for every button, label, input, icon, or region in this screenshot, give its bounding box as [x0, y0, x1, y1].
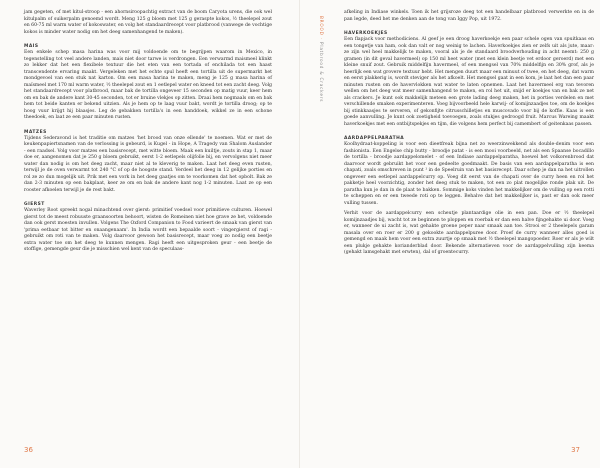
section-heading-gierst: GIERST — [24, 202, 45, 207]
body-paragraph: Een flapjack voor methodiciens. Al geef je een droog haverkoekje een paar schele ogen van spuitkaas en een tongetje van ham, ook dan valt er nog weinig te lachen. Haverkoekjes zien er zelfs uit als jute, maar: ze zijn wel heel makkelijk te maken, vooral als je de standaard broodverhouding in acht neemt: 250 g gramen (in dit geval havermeel) op 150 ml heet water (met een klein beetje vet erdoor geroerd) met een kleine snuif zout. Gebruik middelfijn havermeel, of een mengsel van 70% middelfijn en 30% grof, als je heerlijk een wat grovere textuur hebt. Het mengen duurt maar een minuut of twee, en het deeg, dat warm en eerst plakkerig is, wordt steviger als het afkoelt. Het mengsel gaat in een kom, je laat het dan een paar minuten rusten om de havervlokken wat water te laten opnemen. Laat het havermeel erg van tevoren wellen om het deeg wat meer samenhangend te maken, en rol het uit, snijd er koekjes van en bak ze net als crackers. Je kunt ook makkelijk meteen een grote lading deeg maken, het in porties verdelen en met verschillende smaken experimenteren. Voeg bijvoorbeeld hele karwij- of komijnzaadjes toe, om de koekjes bij stinkkaasjes te serveren, of gekonfijte citrusschilletjes en muscovado voor bij de koffie. Kaas is een goede aanvulling. Je kunt ook zoetigheid toevoegen, zoals stukjes gedroogd fruit. Marcus Wareing maakt haverkoekjes met een ontbijtspekjes en tijm, die volgens hem perfect bij camembert of geitenkaas passen. — [344, 37, 594, 127]
body-paragraph: Tijdens Sederavond is het traditie om matzes 'het brood van onze ellende' te noemen. Wat er met de keukenpapiertsnamen van de verlossing is gebeurd, is Kugel - in Hope, A Tragedy van Shalom Auslander - een raadsel. Volg voor matzes een basisrecept, met witte bloem. Maak een kuiltje, zouts in stap 1, maar doe er, aangenomen dat je 250 g bloem gebruikt, eerst 1-2 eetlepels olijfolie bij, en vervolgens niet meer water dan nodig is om het deeg zacht, maar niet al te kleverig te maken. Laat het deeg even rusten, terwijl je de oven verwarmt tot 240 °C of op de hoogste stand. Verdeel het deeg in 12 gelijke porties en rol ze zo dun mogelijk uit. Prik met een vork in het deeg gaatjes om te voorkomen dat het opbolt. Bak ze dan 2-3 minuten op een bakplaat, keer ze om en bak de andere kant nog 1-2 minuten. Laat ze op een rooster afkoelen terwijl je de rest bakt. — [24, 135, 272, 193]
running-head-separator: · — [319, 37, 324, 40]
section-heading-matzes: MATZES — [24, 129, 47, 135]
page-number-left: 36 — [24, 446, 33, 454]
right-text-column — [344, 10, 594, 261]
body-paragraph: Koolhydraat-koppeling is voor een dieetfreak bijna net zo weerzinwekkend als double-denim voor een fashionista. Een Engelse chip butty - broodje patat - is een mooi voorbeeld, net als een Spaanse bocadillo de tortilla - broodje aardappelomelet - of een Indiase aardappelparatha, hoewel het volkorenbrood dat daarvoor wordt gebruikt het voor een gedeelte goedmaakt. De basis van een aardappelparatha is een chapati, zoals omschreven in punt ¹ in de Speelruin van het basisrecept. Daar schep je dan na het uitrollen ongeveer een eetlepel aardappelcurry op. Voeg dit eerst van de chapati over de curry heen en rol het pakketje heel voorzichtig, zonder het deeg stuk te maken, tot een zo plat mogelijke ronde plak uit. De paratha kun je dan in de plaat te bakken. Sommige koks vinden het makkelijker om de vulling op een rotti te scheppen en er een tweede roti op te leggen. Behalve dat het makkelijker is, past er dan ook meer vulling tussen. — [344, 142, 594, 206]
body-paragraph: Een enkele schep masa harina was voor mij voldoende om te begrijpen waarom in Mexico, in tegenstelling tot veel andere landen, mais niet door tarwe is verdrongen. Een verwarmd maismeel klinkt zo lekker dat het een flexibele textuur die het eten van een tortada of enchilada tot een haast transcendente ervaring maakt. Vergeleken met het echte spul heeft een tortilla uit de supermarkt het mondgevoel van een stuk nat karton. Om een masa harina te maken, meng je 125 g masa harina of maïsmeel met 170 ml warm water, ½ theelepel zout en 1 eetlepel water en kneed tot een zacht deeg. Volg het standaardrecept voor platbrood, maar bak de tortilla ongeveer 15 seconden op matig vuur, keer hem om en bak de andere kant 30-45 seconden, tot er bruine vlekjes op zitten. Draai hem nogmaals om en bak hem tot beide kanten er bekend uitzien. Als je hem op te laag vuur bakt, wordt je tortilla droog; op te hoog vuur krijgt hij blaasjes. Leg de gebakken tortilla's in een handdoek, wikkel ze in een schone theedoek, en laat ze een paar minuten rusten. — [24, 50, 272, 120]
left-text-column — [24, 10, 272, 258]
running-head — [319, 16, 324, 102]
running-head-book: BROOD — [319, 16, 324, 36]
right-page — [300, 0, 600, 468]
running-head-chapter: Platbrood & Crackers — [319, 42, 324, 103]
left-intro-paragraph: jam gegeten, of met kitul-stroop - een ahornsiroopachtig extract van de boom Caryota urens, die ook wel kitulpalm of suikerpalm genoemd wordt. Meng 125 g bloem met 125 g geraspte kokos, ½ theelepel zout en 60-75 ml warm water of kokoswater, en volg het standaardrecept voor platbrood (vanwege de vochtige kokos is minder water nodig om het deeg samenhangend te maken). — [24, 10, 272, 35]
page-number-right: 37 — [571, 446, 580, 454]
body-paragraph: Verhit voor de aardappelcurry een scheutje plantaardige olie in een pan. Doe er ½ theelepel komijnzaadjes bij, wacht tot ze beginnen te ploppen en roerbak er dan een halve fijngehakte ui door. Voeg er, wanneer de ui zacht is, wat gehakte groene peper naar smaak aan toe. Strooi er 2 theelepels garam masala over en roer er 200 g gekookte aardappelpuree door. Proef de curry wanneer alles goed is gemengd en maak hem voor een extra zuurtje op smaak met ½ theelepel mangopoeder. Roer er als je wilt een plukje gehakte korianderblad door. Bekende alternatieven voor de aardappelvulling zijn keema (gehakt lamsgehakt met erwten), dal of groentecurry. — [344, 211, 594, 255]
section-heading-aardappelparatha: AARDAPPELPARATHA — [344, 136, 405, 141]
section-heading-mais: MAIS — [24, 44, 39, 49]
right-intro-paragraph: afkeling in Indiase winkels. Toen ik het grijsroze deeg tot een handelbaar platbrood verwerkte en in de pan legde, deed het me denken aan de tong van Iggy Pop, uit 1972. — [344, 10, 594, 22]
section-heading-haverkoekjes: HAVERKOEKJES — [344, 31, 388, 36]
body-paragraph: Waverley Root spreekt nogal minachtend over gierst: primitief voedsel voor primitieve culturen. Hoewel gierst tot de meest robuuste graansoorten behoort, wisten de Romeinen niet hoe grave ze het, voldoende dan ook gerst moesten invullen. Volgens The Oxford Companion to Food varieert de smaak van gierst van 'prima eetbaar tot bitter en onaangenaam'. In India wordt een bepaalde soort - vingergierst of ragi - gebruikt om roti van te maken. Volg daarvoor gewoon het basisrecept, maar voeg zo nodig een beetje extra water toe om het deeg te kunnen mengen. Ragi heeft een uitgesproken geur - een beetje de stoffige, gemengde geur die je misschien wel kent van de speculaas- — [24, 208, 272, 252]
